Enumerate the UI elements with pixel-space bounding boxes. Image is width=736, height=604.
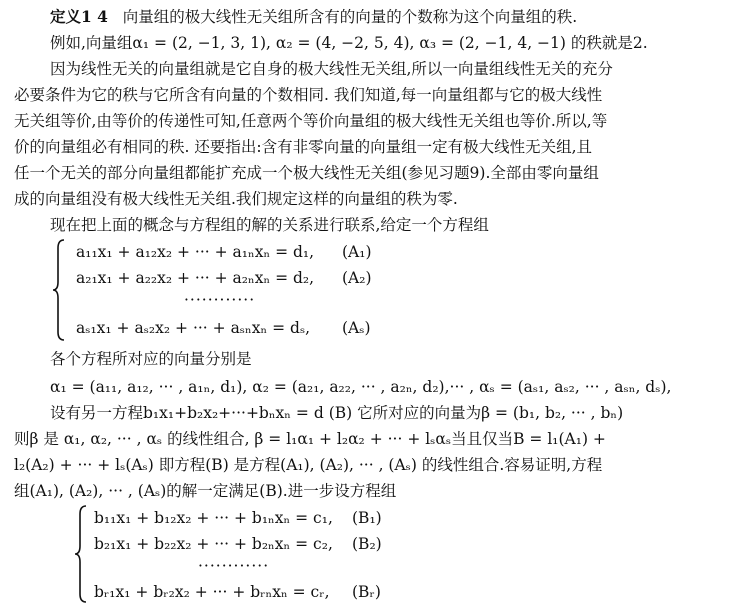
equation-b2: b₂₁x₁ + b₂₂x₂ + ··· + b₂ₙxₙ = c₂,: [94, 535, 333, 553]
text-line-14: 组(A₁), (A₂), ··· , (Aₛ)的解一定满足(B).进一步设方程组: [14, 482, 397, 500]
definition-text: 向量组的极大线性无关组所含有的向量的个数称为这个向量组的秩.: [122, 8, 578, 26]
equation-b1: b₁₁x₁ + b₁₂x₂ + ··· + b₁ₙxₙ = c₁,: [94, 509, 333, 527]
text-line-5: 无关组等价,由等价的传递性可知,任意两个等价向量组的极大线性无关组也等价.所以,等: [14, 112, 608, 130]
definition-line: [50, 4, 577, 30]
text-line-7: 任一个无关的部分向量组都能扩充成一个极大线性无关组(参见习题9).全部由零向量组: [14, 164, 599, 182]
text-line-13: l₂(A₂) + ··· + lₛ(Aₛ) 即方程(B) 是方程(A₁), (A₂), ··· , (Aₛ) 的线性组合.容易证明,方程: [14, 456, 603, 474]
equation-tag-a1: (A₁): [342, 243, 372, 261]
equation-as: aₛ₁x₁ + aₛ₂x₂ + ··· + aₛₙxₙ = dₛ,: [76, 319, 311, 337]
equation-system-a: [52, 238, 392, 342]
equation-a1: a₁₁x₁ + a₁₂x₂ + ··· + a₁ₙxₙ = d₁,: [76, 243, 315, 261]
equation-tag-as: (Aₛ): [342, 319, 371, 337]
text-line-9: 现在把上面的概念与方程组的解的关系进行联系,给定一个方程组: [50, 216, 489, 234]
text-line-4: 必要条件为它的秩与它所含有向量的个数相同. 我们知道,每一向量组都与它的极大线性: [14, 86, 603, 104]
text-line-10: 各个方程所对应的向量分别是: [50, 350, 252, 368]
equation-tag-br: (Bᵣ): [352, 583, 381, 601]
left-brace-icon: [52, 238, 66, 342]
left-brace-icon: [74, 504, 88, 604]
text-line-6: 价的向量组必有相同的秩. 还要指出:含有非零向量的向量组一定有极大线性无关组,且: [14, 138, 593, 156]
ellipsis-row-b: ············: [198, 557, 270, 575]
text-line-8: 成的向量组没有极大线性无关组.我们规定这样的向量组的秩为零.: [14, 190, 458, 208]
text-line-12: 则β 是 α₁, α₂, ··· , αₛ 的线性组合, β = l₁α₁ + l₂α₂ + ··· + lₛαₛ当且仅当B = l₁(A₁) +: [14, 430, 606, 448]
definition-label: 定义1 4: [50, 7, 108, 26]
equation-br: bᵣ₁x₁ + bᵣ₂x₂ + ··· + bᵣₙxₙ = cᵣ,: [94, 583, 330, 601]
text-line-3: 因为线性无关的向量组就是它自身的极大线性无关组,所以一向量组线性无关的充分: [50, 60, 613, 78]
text-line-11: 设有另一方程b₁x₁+b₂x₂+···+bₙxₙ = d (B) 它所对应的向量为β = (b₁, b₂, ··· , bₙ): [50, 404, 624, 422]
example-line: 例如,向量组α₁ = (2, −1, 3, 1), α₂ = (4, −2, 5, 4), α₃ = (2, −1, 4, −1) 的秩就是2.: [50, 34, 648, 52]
equation-system-b: [74, 504, 414, 604]
vector-list-line: α₁ = (a₁₁, a₁₂, ··· , a₁ₙ, d₁), α₂ = (a₂₁, a₂₂, ··· , a₂ₙ, d₂),··· , αₛ = (aₛ₁, aₛ₂, ··· , aₛₙ, dₛ),: [50, 378, 672, 396]
equation-a2: a₂₁x₁ + a₂₂x₂ + ··· + a₂ₙxₙ = d₂,: [76, 269, 315, 287]
equation-tag-b1: (B₁): [352, 509, 382, 527]
ellipsis-row-a: ············: [184, 291, 256, 309]
equation-tag-a2: (A₂): [342, 269, 372, 287]
equation-tag-b2: (B₂): [352, 535, 382, 553]
